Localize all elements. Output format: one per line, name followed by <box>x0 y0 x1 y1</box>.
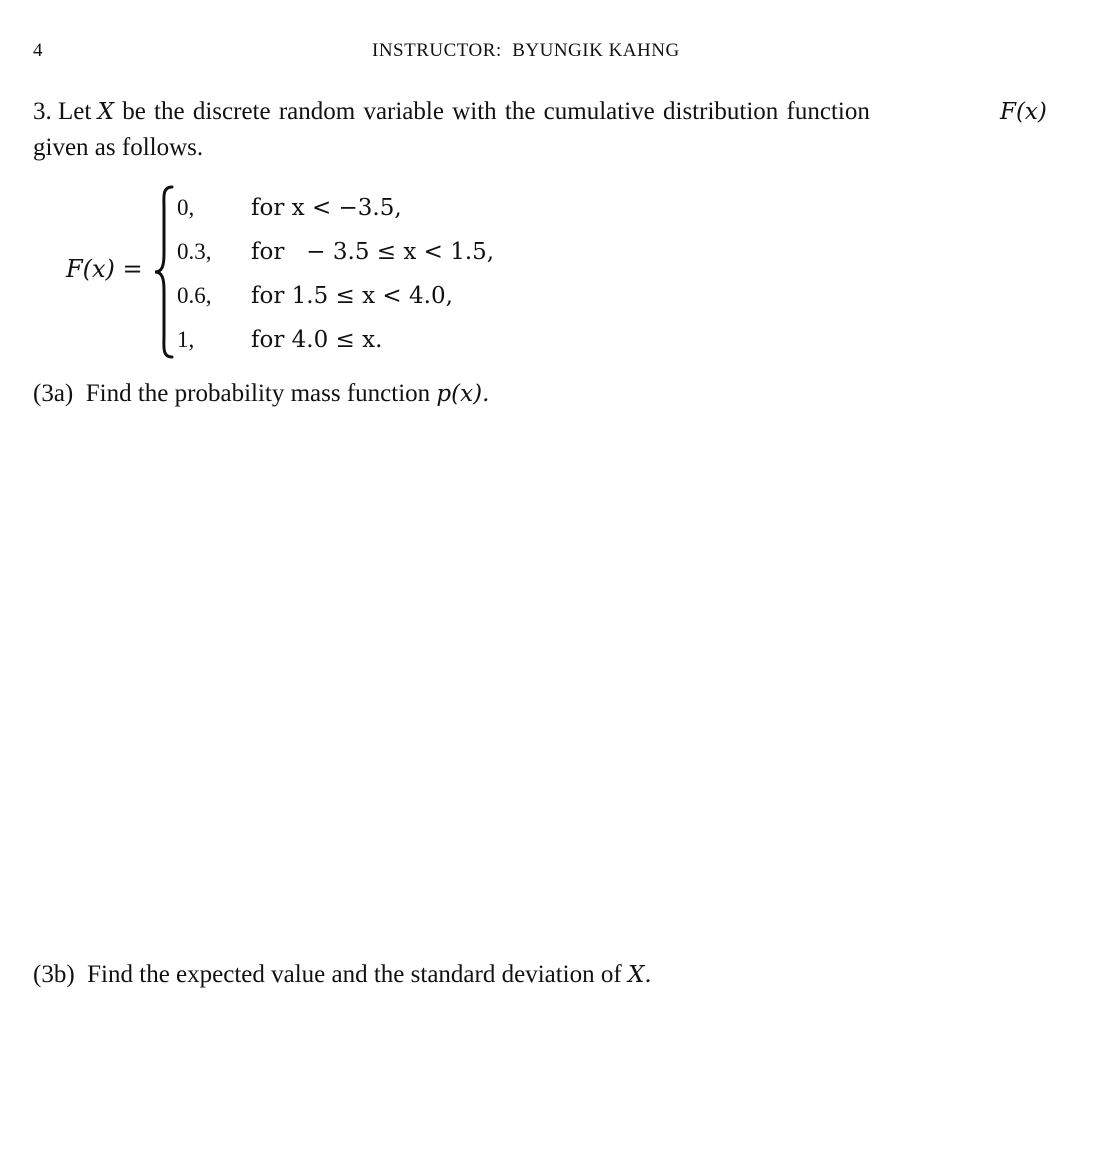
case-condition-2: for − 3.5 ≤ x < 1.5, <box>251 239 495 265</box>
problem-intro-line2: given as follows. <box>33 134 204 161</box>
case-value-2: 0.3, <box>177 239 212 264</box>
case-condition-3: for 1.5 ≤ x < 4.0, <box>251 283 453 309</box>
part-math: X. <box>627 962 652 988</box>
intro-text-b: be the discrete random variable with the cumulative distribution function <box>113 98 870 125</box>
part-text: Find the expected value and the standard deviation of <box>87 961 628 988</box>
problem-intro-line1 <box>33 94 1063 130</box>
part-3a <box>33 380 489 408</box>
part-label: (3b) <box>33 961 75 988</box>
case-value-1: 0, <box>177 195 195 220</box>
part-label: (3a) <box>33 380 74 407</box>
case-condition-4: for 4.0 ≤ x. <box>251 327 383 353</box>
cdf-lhs: F(x) = <box>66 255 143 283</box>
part-3b <box>33 961 652 989</box>
part-text: Find the probability mass function <box>85 380 437 407</box>
cdf-symbol: F(x) <box>1000 99 1047 125</box>
case-value-3: 0.6, <box>177 283 212 308</box>
case-value-4: 1, <box>177 327 195 352</box>
random-variable-x: X <box>97 99 114 125</box>
left-brace <box>152 184 176 360</box>
intro-text-a: 3. Let <box>33 98 98 125</box>
case-condition-1: for x < −3.5, <box>251 195 402 221</box>
page-number: 4 <box>33 40 43 61</box>
running-head: INSTRUCTOR: BYUNGIK KAHNG <box>372 40 680 61</box>
part-math: p(x). <box>436 381 490 407</box>
